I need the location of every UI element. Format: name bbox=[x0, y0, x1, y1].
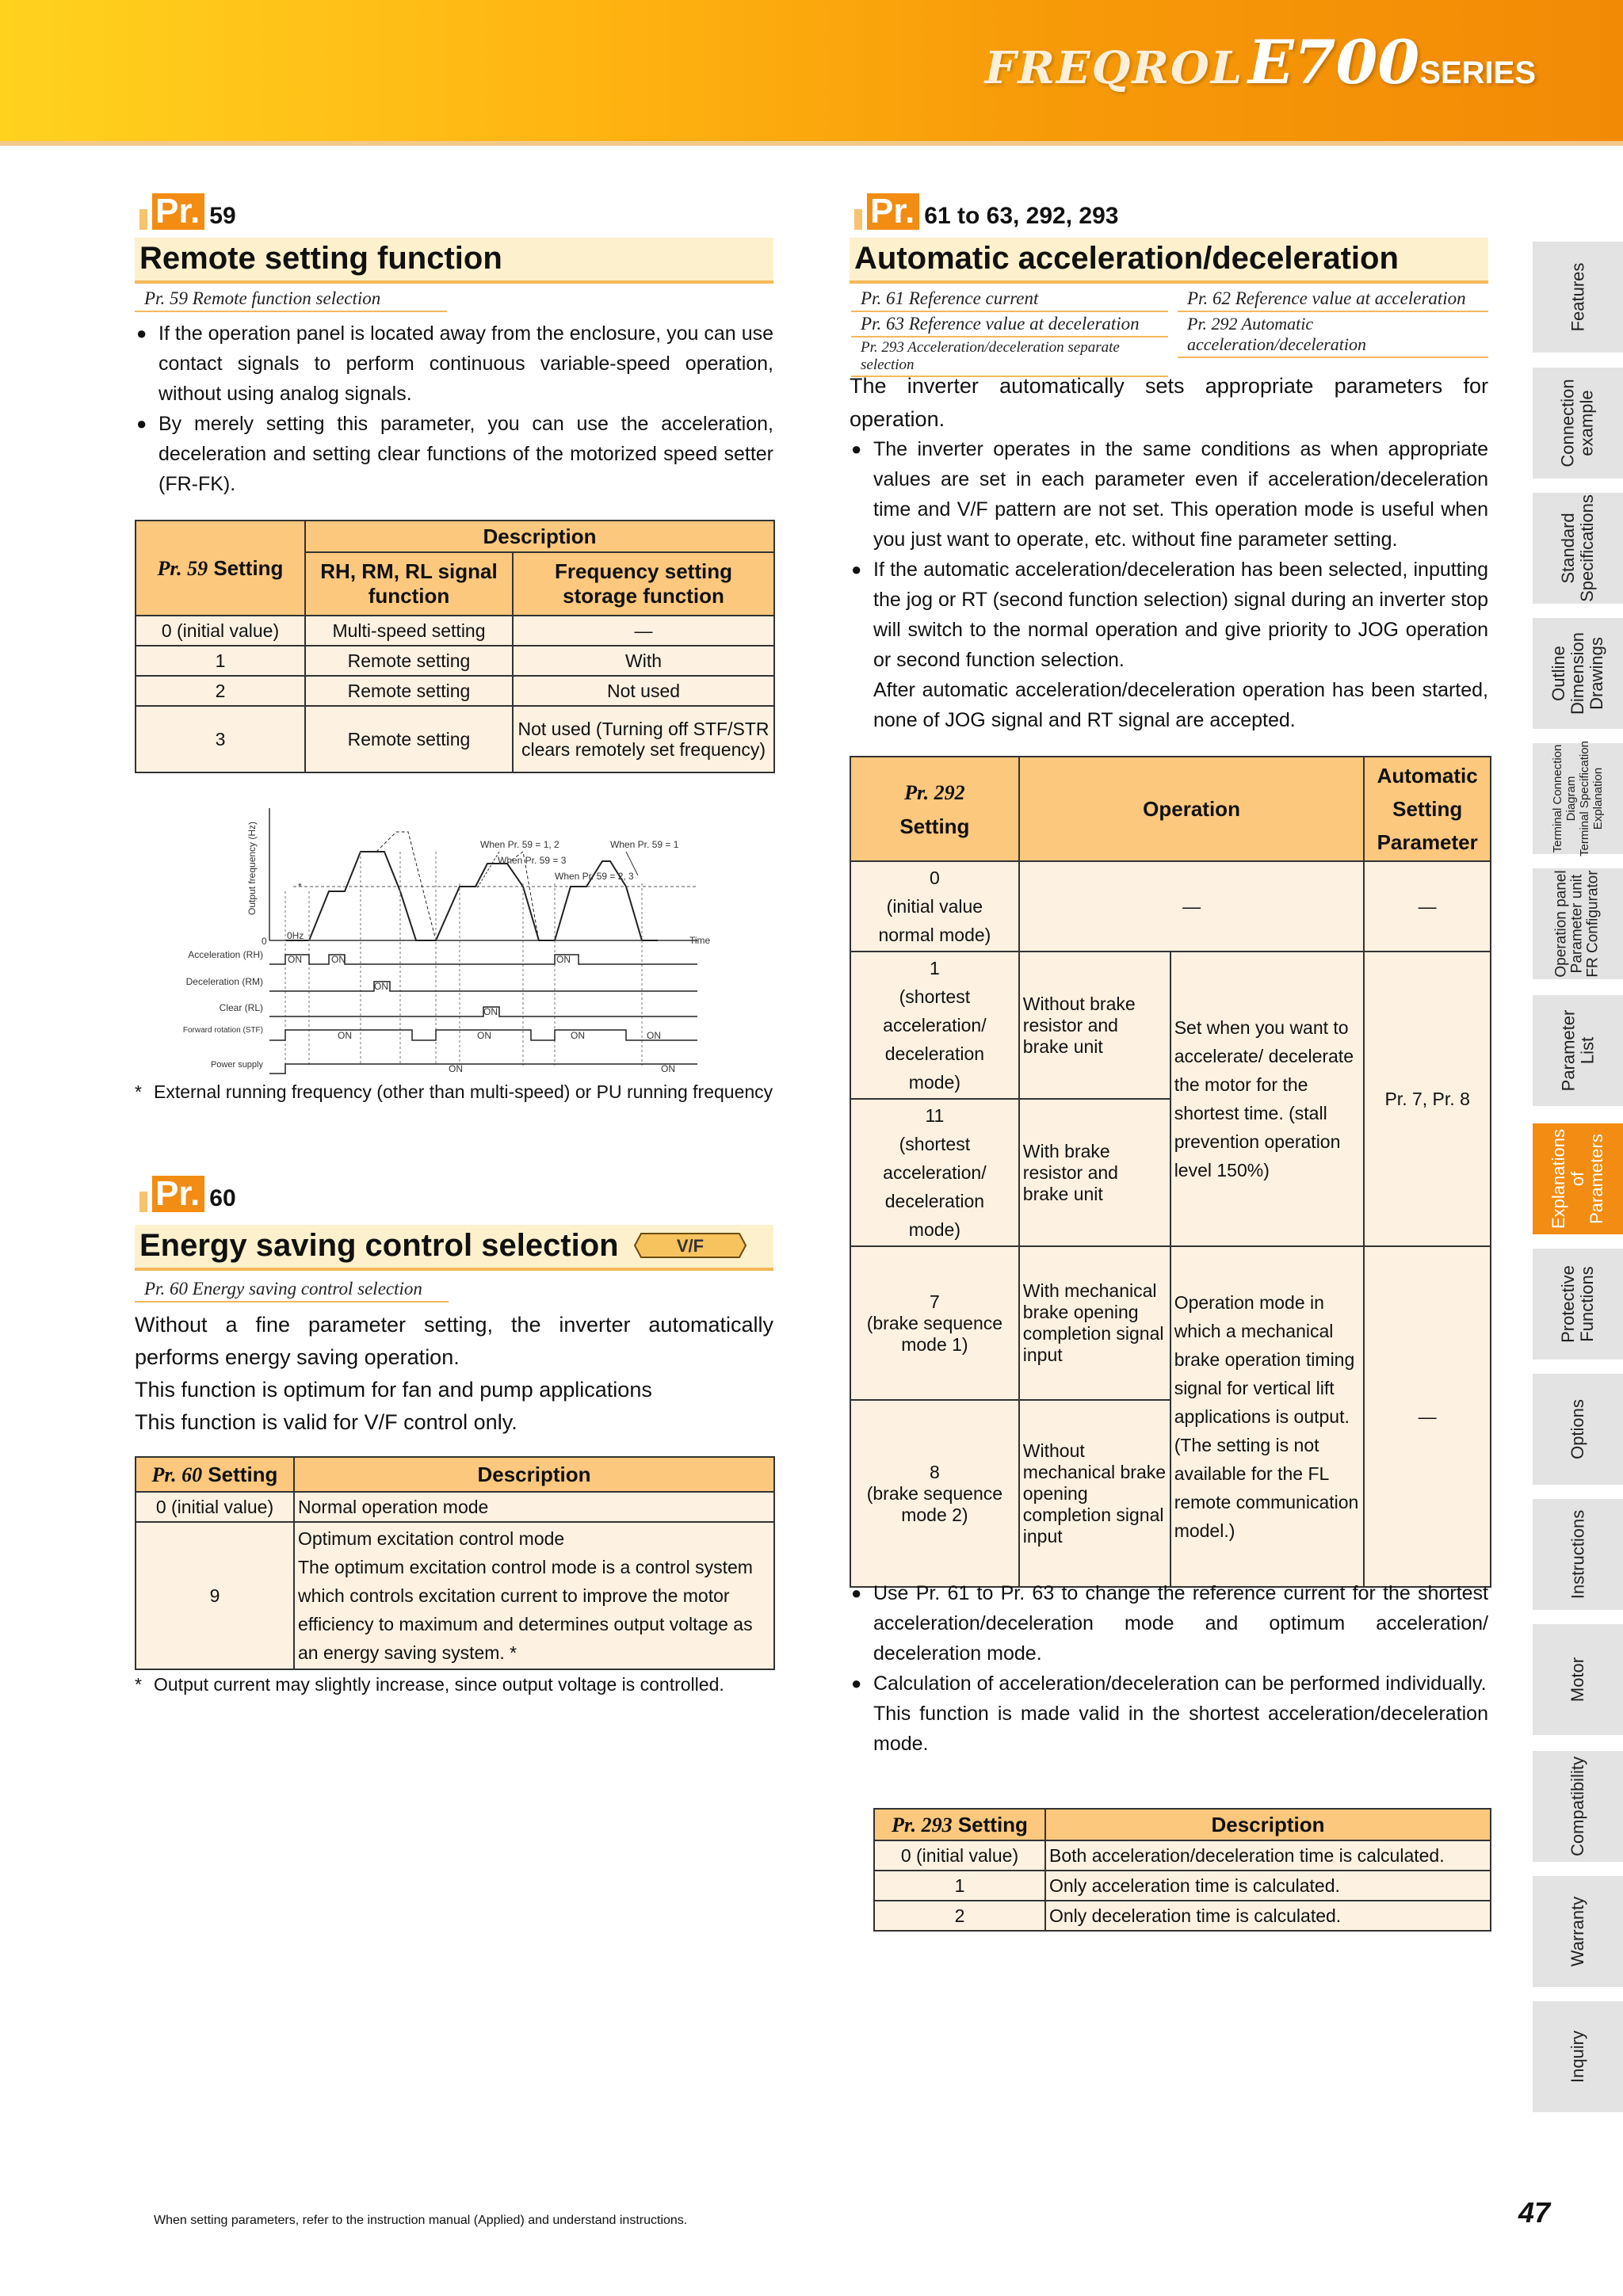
sidebar-tab-terminal-connection[interactable]: Terminal Connection Diagram Terminal Specification Explanation bbox=[1533, 743, 1623, 854]
signal-label: Clear (RL) bbox=[219, 1002, 263, 1013]
signal-label: Power supply bbox=[210, 1060, 263, 1070]
sidebar-tab-operation-panel[interactable]: Operation panel Parameter unit FR Configurator bbox=[1533, 868, 1623, 979]
pr59-bullet-1: ● If the operation panel is located away from the enclosure, you can use contact signals to perform continuous variable-speed operation, without using analog signals. bbox=[136, 318, 773, 409]
svg-text:When Pr. 59 = 2, 3: When Pr. 59 = 2, 3 bbox=[555, 871, 634, 882]
pr59-title: Remote setting function bbox=[135, 238, 773, 284]
svg-text:*: * bbox=[298, 881, 302, 892]
sidebar-tab-instructions[interactable]: Instructions bbox=[1533, 1499, 1623, 1610]
table-row: 1 Only acceleration time is calculated. bbox=[874, 1871, 1491, 1901]
pr60-footnote: * Output current may slightly increase, since output voltage is controlled. bbox=[135, 1674, 724, 1695]
sidebar-tab-options[interactable]: Options bbox=[1533, 1374, 1623, 1485]
pr59-badge: Pr. 59 bbox=[139, 193, 236, 230]
table-row: 9 Optimum excitation control mode The optimum excitation control mode is a control system which controls excitation current to improve the motor efficiency to maximum and determines output voltage as an energy saving system. * bbox=[136, 1522, 774, 1669]
svg-text:ON: ON bbox=[571, 1030, 585, 1041]
pr61-intro: The inverter automatically sets appropriate parameters for operation. bbox=[850, 374, 1488, 431]
svg-text:ON: ON bbox=[374, 981, 388, 992]
series-logo: FREQROL E700SERIES bbox=[984, 27, 1536, 97]
pr59-setting-header: Pr. 59 Setting bbox=[136, 521, 305, 616]
table-row: 2 Remote setting Not used bbox=[136, 676, 774, 706]
pr61-subtitle: Pr. 61 Reference current bbox=[851, 288, 1168, 312]
table-row: 1 Remote setting With bbox=[136, 646, 774, 676]
pr293-subtitle: Pr. 293 Acceleration/deceleration separate selection bbox=[851, 339, 1168, 377]
svg-text:V/F: V/F bbox=[676, 1236, 704, 1256]
pr59-description-header: Description bbox=[305, 521, 774, 552]
table-row: 0 (initial value normal mode) — — bbox=[850, 861, 1491, 952]
pr63-subtitle: Pr. 63 Reference value at deceleration bbox=[851, 314, 1168, 338]
pr60-paragraphs: Without a fine parameter setting, the inverter automatically performs energy saving operation. This function is optimum for fan and pump applications This function is valid for V/F control only. bbox=[135, 1313, 773, 1434]
pr292-subtitle: Pr. 292 Automatic acceleration/deceleration bbox=[1178, 314, 1488, 358]
sidebar-tab-features[interactable]: Features bbox=[1533, 242, 1623, 353]
signal-label: Acceleration (RH) bbox=[188, 949, 263, 960]
pr292-table: Pr. 292 Setting Operation Automatic Setting Parameter 0 (initial value normal mode) — — 1 (shortest acceleration/ deceleration mode) Without brake resistor and brake unit Set when you want to accelerate/ decelerate the motor for the shortest time. (stall prevention operation level 150%) Pr. 7, Pr. 8 11 (shortest acceleration/ deceleration mode) With brake resistor and brake unit 7 (brake sequence mode 1) With mechanical brake opening completion signal input Operation mode in which a mechanical brake operation timing signal for vertical lift applications is output. (The setting is not available for the FL remote communication model.) — 8 (brake sequence mode 2) Without mechanical brake opening completion signal input bbox=[850, 756, 1491, 1588]
svg-text:ON: ON bbox=[288, 954, 302, 965]
pr59-footnote: * External running frequency (other than multi-speed) or PU running frequency bbox=[135, 1081, 773, 1102]
chart-ylabel: Output frequency (Hz) bbox=[246, 821, 258, 915]
table-row: 0 (initial value) Both acceleration/deceleration time is calculated. bbox=[874, 1840, 1491, 1871]
svg-text:ON: ON bbox=[477, 1030, 491, 1041]
pr62-subtitle: Pr. 62 Reference value at acceleration bbox=[1178, 288, 1488, 312]
svg-text:When Pr. 59 = 1: When Pr. 59 = 1 bbox=[610, 839, 679, 850]
table-row: 0 (initial value) Multi-speed setting — bbox=[136, 616, 774, 646]
table-row: 11 (shortest acceleration/ deceleration mode) With brake resistor and brake unit bbox=[850, 1099, 1491, 1246]
sidebar-tab-standard-specifications[interactable]: Standard Specifications bbox=[1533, 493, 1623, 604]
svg-text:ON: ON bbox=[483, 1006, 498, 1017]
svg-text:When Pr. 59 = 1, 2: When Pr. 59 = 1, 2 bbox=[480, 839, 559, 850]
table-row: 0 (initial value) Normal operation mode bbox=[136, 1492, 774, 1522]
pr61-title: Automatic acceleration/deceleration bbox=[850, 238, 1488, 284]
vf-control-badge bbox=[635, 1232, 746, 1259]
pr59-bullet-2: ● By merely setting this parameter, you can use the acceleration, deceleration and setting clear functions of the motorized speed setter (FR-FK). bbox=[136, 409, 773, 499]
header-divider bbox=[0, 141, 1623, 146]
svg-text:0: 0 bbox=[262, 936, 267, 947]
svg-text:Time: Time bbox=[689, 935, 711, 946]
sidebar-tab-warranty[interactable]: Warranty bbox=[1533, 1876, 1623, 1987]
svg-text:ON: ON bbox=[661, 1063, 675, 1074]
pr61-bullets: ● The inverter operates in the same conditions as when appropriate values are set in each parameter even if acceleration/deceleration time and V/F pattern are not set. This operation mode is useful when you just want to operate, etc. without fine parameter setting. ● If the automatic acceleration/deceleration has been selected, inputting the jog or RT (second function selection) signal during an inverter stop will switch to the normal operation and give priority to JOG operation or second function selection. After automatic acceleration/deceleration operation has been started, none of JOG signal and RT signal are accepted. bbox=[851, 434, 1488, 735]
pr60-badge: Pr. 60 bbox=[139, 1176, 236, 1212]
svg-text:ON: ON bbox=[331, 954, 346, 965]
sidebar-tab-outline-dimension-drawings[interactable]: Outline Dimension Drawings bbox=[1533, 618, 1623, 729]
page-number: 47 bbox=[1518, 2196, 1551, 2229]
table-row: 2 Only deceleration time is calculated. bbox=[874, 1901, 1491, 1931]
pr59-freq-header: Frequency setting storage function bbox=[513, 552, 774, 616]
sidebar-tab-inquiry[interactable]: Inquiry bbox=[1533, 2001, 1623, 2112]
svg-text:ON: ON bbox=[338, 1030, 352, 1041]
remote-setting-timing-chart bbox=[182, 804, 721, 1077]
signal-label: Deceleration (RM) bbox=[185, 976, 263, 987]
pr60-table: Pr. 60 Setting Description 0 (initial value) Normal operation mode 9 Optimum excitation control mode The optimum excitation control mode is a control system which controls excitation current to improve the motor efficiency to maximum and determines output voltage as an energy saving system. * bbox=[135, 1456, 775, 1670]
table-row: 1 (shortest acceleration/ deceleration mode) Without brake resistor and brake unit Set when you want to accelerate/ decelerate the motor for the shortest time. (stall prevention operation level 150%) Pr. 7, Pr. 8 bbox=[850, 952, 1491, 1099]
pr60-subtitle: Pr. 60 Energy saving control selection bbox=[135, 1279, 449, 1302]
pr59-subtitle: Pr. 59 Remote function selection bbox=[135, 288, 447, 312]
signal-label: Forward rotation (STF) bbox=[182, 1026, 263, 1035]
pr293-table: Pr. 293 Setting Description 0 (initial value) Both acceleration/deceleration time is calculated. 1 Only acceleration time is calculated. 2 Only deceleration time is calculated. bbox=[873, 1808, 1491, 1932]
sidebar-tab-parameter-list[interactable]: Parameter List bbox=[1533, 995, 1623, 1106]
table-row: 3 Remote setting Not used (Turning off STF/STR clears remotely set frequency) bbox=[136, 706, 774, 772]
pr61-badge: Pr. 61 to 63, 292, 293 bbox=[854, 193, 1118, 230]
svg-text:ON: ON bbox=[556, 954, 571, 965]
sidebar-tab-explanations-of-parameters[interactable]: Explanations of Parameters bbox=[1533, 1123, 1623, 1234]
svg-text:ON: ON bbox=[647, 1030, 661, 1041]
svg-text:ON: ON bbox=[449, 1063, 463, 1074]
sidebar-tab-connection-example[interactable]: Connection example bbox=[1533, 368, 1623, 479]
pr59-bullets bbox=[136, 318, 773, 499]
pr59-rh-header: RH, RM, RL signal function bbox=[305, 552, 513, 616]
sidebar-tab-motor[interactable]: Motor bbox=[1533, 1624, 1623, 1735]
pr61-bullets-2: ● Use Pr. 61 to Pr. 63 to change the reference current for the shortest acceleration/deceleration mode and optimum acceleration/ deceleration mode. ● Calculation of acceleration/deceleration can be performed individually. This function is made valid in the shortest acceleration/deceleration mode. bbox=[851, 1578, 1488, 1759]
footer-note: When setting parameters, refer to the instruction manual (Applied) and understand instructions. bbox=[154, 2214, 688, 2227]
table-row: 7 (brake sequence mode 1) With mechanical brake opening completion signal input Operation mode in which a mechanical brake operation timing signal for vertical lift applications is output. (The setting is not available for the FL remote communication model.) — bbox=[850, 1246, 1491, 1400]
pr59-table bbox=[135, 520, 775, 773]
sidebar-tab-protective-functions[interactable]: Protective Functions bbox=[1533, 1249, 1623, 1360]
table-row: 8 (brake sequence mode 2) Without mechanical brake opening completion signal input bbox=[850, 1400, 1491, 1587]
sidebar-tab-compatibility[interactable]: Compatibility bbox=[1533, 1751, 1623, 1862]
svg-text:When Pr. 59 = 3: When Pr. 59 = 3 bbox=[498, 855, 567, 866]
svg-text:0Hz: 0Hz bbox=[287, 930, 304, 941]
pr60-title: Energy saving control selection V/F bbox=[135, 1225, 773, 1271]
